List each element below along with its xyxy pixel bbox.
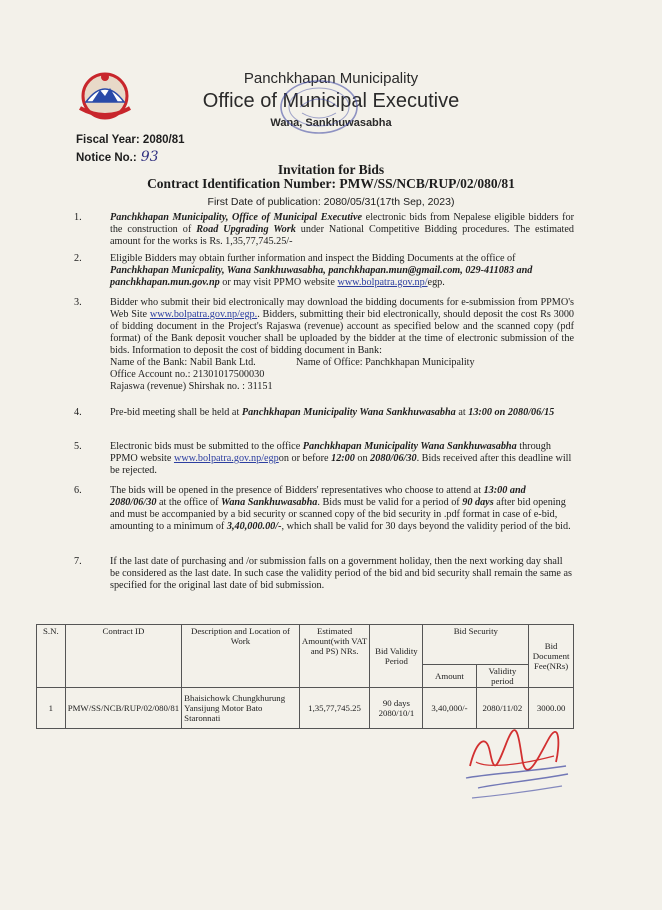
notice-number: 93 — [140, 149, 159, 165]
clause-3: 3. Bidder who submit their bid electronically may download the bidding documents for e-submission from PPMO's Web Site www.bolpatra.gov.np/egp.. Bidders, submitting their bid electronically, should deposit the cost Rs 3000 of bidding document in the Project's Rajaswa (revenue) account as specified below and the scanned copy (pdf format) of the Bank deposit voucher shall be uploaded by the bidder at the time of electronic submission of the bids. Information to deposit the cost of bidding document in Bank: Name of the Bank: Nabil Bank Ltd. Name of Office: Panchkhapan Municipality Office Account no.: 21301017500030 Rajaswa (revenue) Shirshak no. : 31151 — [74, 297, 575, 392]
col-sn: S.N. — [37, 625, 66, 688]
clause-1: 1. Panchkhapan Municipality, Office of Municipal Executive electronic bids from Nepalese eligible bidders for the construction of Road Upgrading Work under National Competitive Bidding procedures. The estimated amount for the works is Rs. 1,35,77,745.25/- — [74, 212, 574, 247]
contract-id-title: Contract Identification Number: PMW/SS/NCB/RUP/02/080/81 — [147, 176, 515, 191]
col-description: Description and Location of Work — [182, 625, 300, 688]
cell-sn: 1 — [37, 688, 66, 729]
clause-4: 4. Pre-bid meeting shall be held at Panchkhapan Municipality Wana Sankhuwasabha at 13:00 on 2080/06/15 — [74, 407, 555, 418]
org-location: Wana, Sankhuwasabha — [270, 117, 392, 129]
cell-security-validity: 2080/11/02 — [476, 688, 529, 729]
clause-number: 7. — [74, 556, 82, 567]
office-seal-icon — [276, 77, 362, 137]
bid-table — [36, 624, 574, 729]
bolpatra-egp-link-2[interactable]: www.bolpatra.gov.np/egp — [173, 453, 279, 464]
col-contract-id: Contract ID — [65, 625, 181, 688]
office-account: Office Account no.: 21301017500030 — [110, 369, 265, 380]
cell-contract-id: PMW/SS/NCB/RUP/02/080/81 — [65, 688, 181, 729]
signature-stamp-icon — [456, 722, 576, 818]
org-name: Panchkhapan Municipality — [243, 70, 419, 87]
col-security-validity: Validity period — [476, 665, 529, 688]
table-header-row — [37, 625, 574, 665]
publication-date: First Date of publication: 2080/05/31(17th Sep, 2023) — [207, 196, 455, 208]
cell-security-amount: 3,40,000/- — [423, 688, 476, 729]
cell-estimated-amount: 1,35,77,745.25 — [299, 688, 370, 729]
cell-document-fee: 3000.00 — [529, 688, 574, 729]
bolpatra-egp-link[interactable]: www.bolpatra.gov.np/egp. — [149, 309, 258, 320]
office-name: Name of Office: Panchkhapan Municipality — [296, 357, 475, 368]
col-bid-validity: Bid Validity Period — [370, 625, 423, 688]
clause-number: 1. — [74, 212, 82, 223]
clause-number: 6. — [74, 485, 82, 496]
notice-title: Invitation for Bids — [277, 162, 385, 177]
clause-number: 3. — [74, 297, 82, 308]
clause-number: 4. — [74, 407, 82, 418]
cell-description: Bhaisichowk Chungkhurung Yansijung Motor Bato Staronnati — [182, 688, 300, 729]
fiscal-year: Fiscal Year: 2080/81 — [76, 134, 185, 146]
clause-7: 7. If the last date of purchasing and /or submission falls on a government holiday, then the next working day shall be considered as the last date. In such case the validity period of the bid and bid security shall remain the same as specified for the original last date of bid submission. — [74, 556, 572, 591]
col-document-fee: Bid Document Fee(NRs) — [529, 625, 574, 688]
rajaswa-shirshak: Rajaswa (revenue) Shirshak no. : 31151 — [110, 381, 273, 392]
col-estimated-amount: Estimated Amount(with VAT and PS) NRs. — [299, 625, 370, 688]
cell-bid-validity: 90 days 2080/10/1 — [370, 688, 423, 729]
clause-5: 5. Electronic bids must be submitted to the office Panchkhapan Municipality Wana Sankhuwasabha through PPMO website www.bolpatra.gov.np/egpon or before 12:00 on 2080/06/30. Bids received after this deadline will be rejected. — [74, 441, 572, 476]
col-bid-security: Bid Security — [423, 625, 529, 665]
col-security-amount: Amount — [423, 665, 476, 688]
clause-number: 2. — [74, 253, 82, 264]
clause-number: 5. — [74, 441, 82, 452]
bank-name: Name of the Bank: Nabil Bank Ltd. — [110, 357, 256, 368]
clause-2: 2. Eligible Bidders may obtain further information and inspect the Bidding Documents at the office of Panchkhapan Municpality, Wana Sankhuwasabha, panchkhapan.mun@gmail.com, 029-411083 and panchkhapan.mun.gov.np or may visit PPMO website www.bolpatra.gov.np/egp. — [74, 253, 533, 288]
org-office: Office of Municipal Executive — [202, 90, 460, 112]
clause-6: 6. The bids will be opened in the presence of Bidders' representatives who choose to attend at 13:00 and 2080/06/30 at the office of Wana Sankhuwasabha. Bids must be valid for a period of 90 days after bid opening and must be accompanied by a bid security or scanned copy of the bid security in .pdf format in case of e-bid, amounting to a minimum of 3,40,000.00/-, which shall be valid for 30 days beyond the validity period of the bid. — [74, 485, 571, 532]
notice-label: Notice No.: — [76, 152, 137, 164]
bolpatra-link[interactable]: www.bolpatra.gov.np/ — [337, 277, 428, 288]
